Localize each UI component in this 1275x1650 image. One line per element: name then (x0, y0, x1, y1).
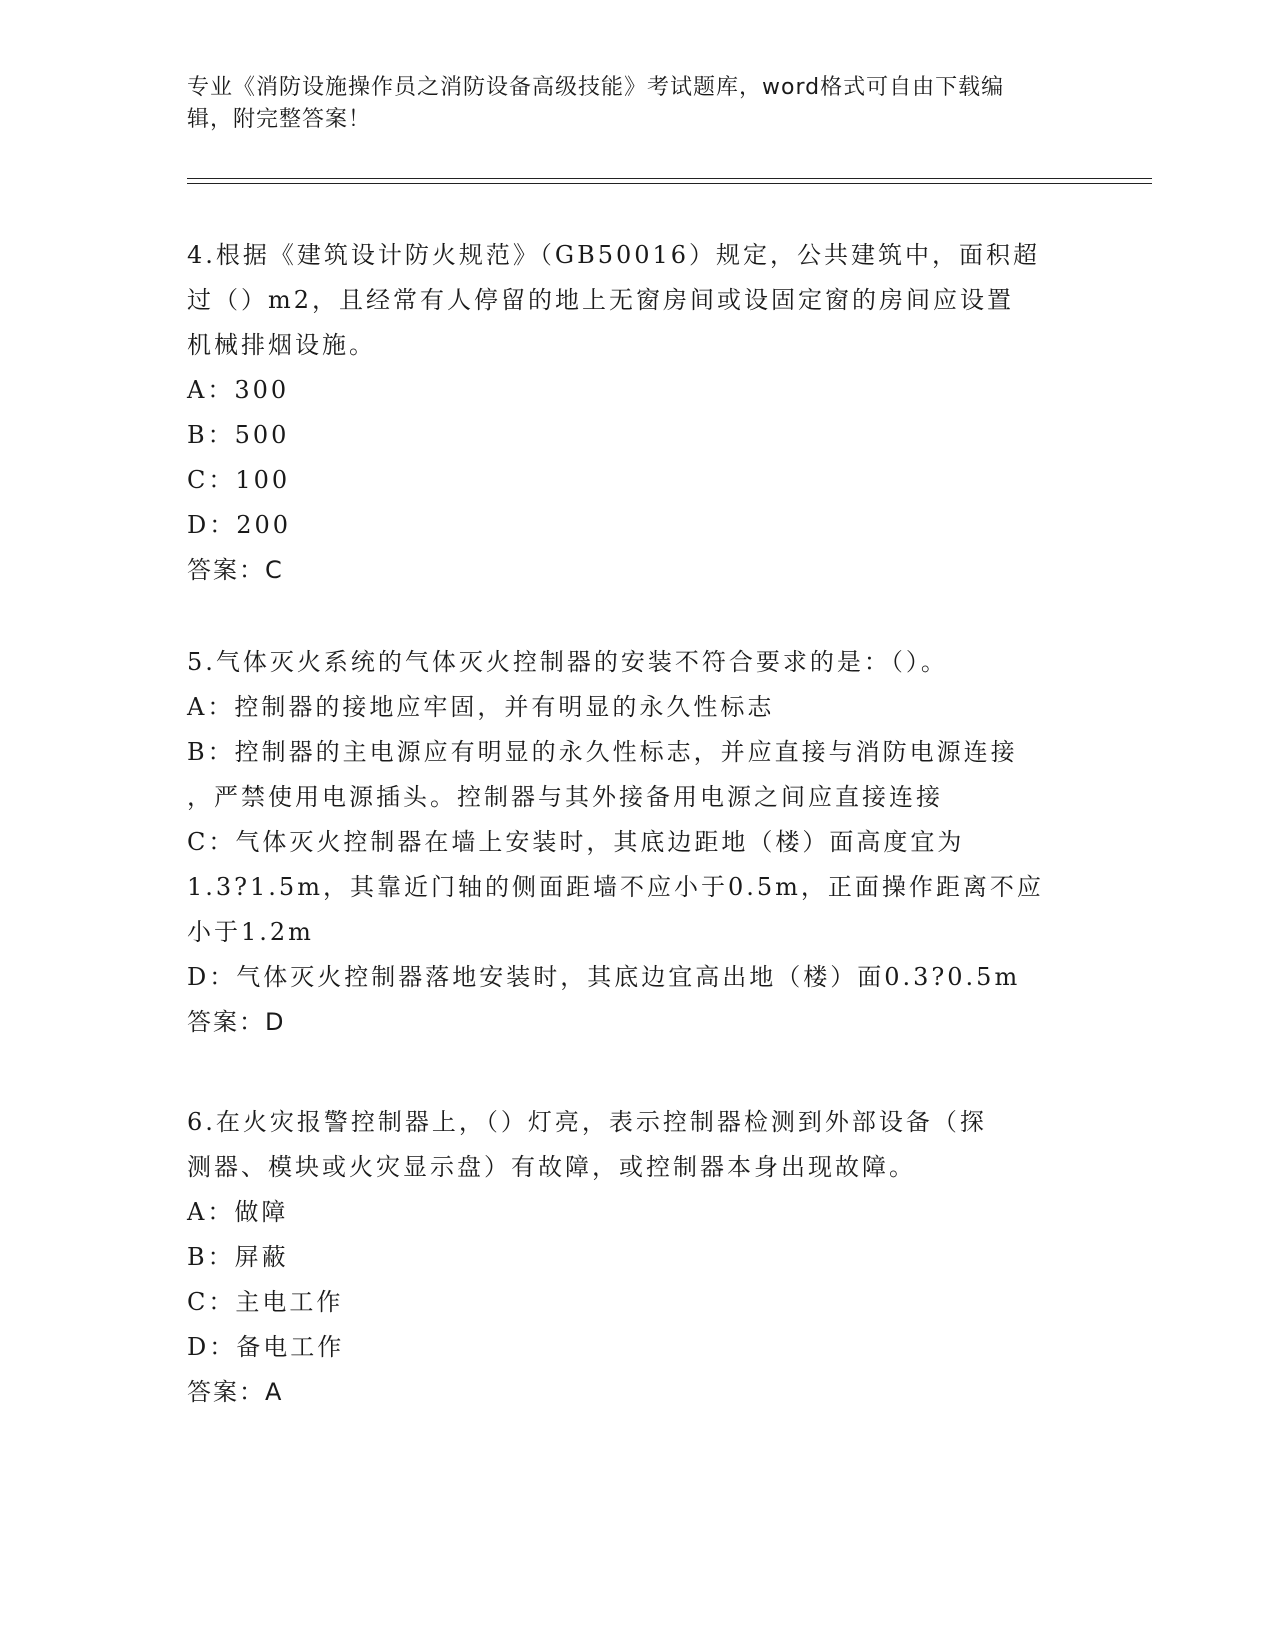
header-divider-top (187, 178, 1152, 179)
option-b: B：500 (187, 421, 290, 449)
option-c: C：主电工作 (187, 1288, 344, 1316)
option-c-continued: 1.3?1.5m，其靠近门轴的侧面距墙不应小于0.5m，正面操作距离不应 (187, 873, 1044, 901)
option-d: D：备电工作 (187, 1333, 345, 1361)
question-text-line: 过（）m2，且经常有人停留的地上无窗房间或设固定窗的房间应设置 (187, 286, 1015, 314)
header-line-2: 辑，附完整答案！ (187, 107, 372, 132)
option-d: D：气体灭火控制器落地安装时，其底边宜高出地（楼）面0.3?0.5m (187, 963, 1021, 991)
option-b: B：控制器的主电源应有明显的永久性标志，并应直接与消防电源连接 (187, 738, 1018, 766)
question-text-line: 5.气体灭火系统的气体灭火控制器的安装不符合要求的是：（）。 (187, 648, 948, 676)
option-a: A：300 (187, 376, 290, 404)
question-text-line: 4.根据《建筑设计防火规范》（GB50016）规定，公共建筑中，面积超 (187, 241, 1041, 269)
option-a: A：控制器的接地应牢固，并有明显的永久性标志 (187, 693, 775, 721)
option-d: D：200 (187, 511, 292, 539)
header-line-1: 专业《消防设施操作员之消防设备高级技能》考试题库，word格式可自由下载编 (187, 75, 1005, 100)
header-divider-bottom (187, 183, 1152, 184)
answer-label: 答案：D (187, 1008, 286, 1036)
option-b-continued: ，严禁使用电源插头。控制器与其外接备用电源之间应直接连接 (187, 783, 943, 811)
question-text-line: 6.在火灾报警控制器上，（）灯亮，表示控制器检测到外部设备（探 (187, 1108, 987, 1136)
document-header (187, 72, 1067, 136)
question-4 (187, 233, 1077, 593)
option-a: A：做障 (187, 1198, 289, 1226)
question-text-line: 测器、模块或火灾显示盘）有故障，或控制器本身出现故障。 (187, 1153, 916, 1181)
answer-label: 答案：C (187, 556, 284, 584)
option-c-continued: 小于1.2m (187, 918, 314, 946)
question-text-line: 机械排烟设施。 (187, 331, 376, 359)
option-c: C：气体灭火控制器在墙上安装时，其底边距地（楼）面高度宜为 (187, 828, 965, 856)
option-c: C：100 (187, 466, 291, 494)
question-5 (187, 640, 1077, 1045)
option-b: B：屏蔽 (187, 1243, 289, 1271)
answer-label: 答案：A (187, 1378, 284, 1406)
question-6 (187, 1100, 1077, 1415)
